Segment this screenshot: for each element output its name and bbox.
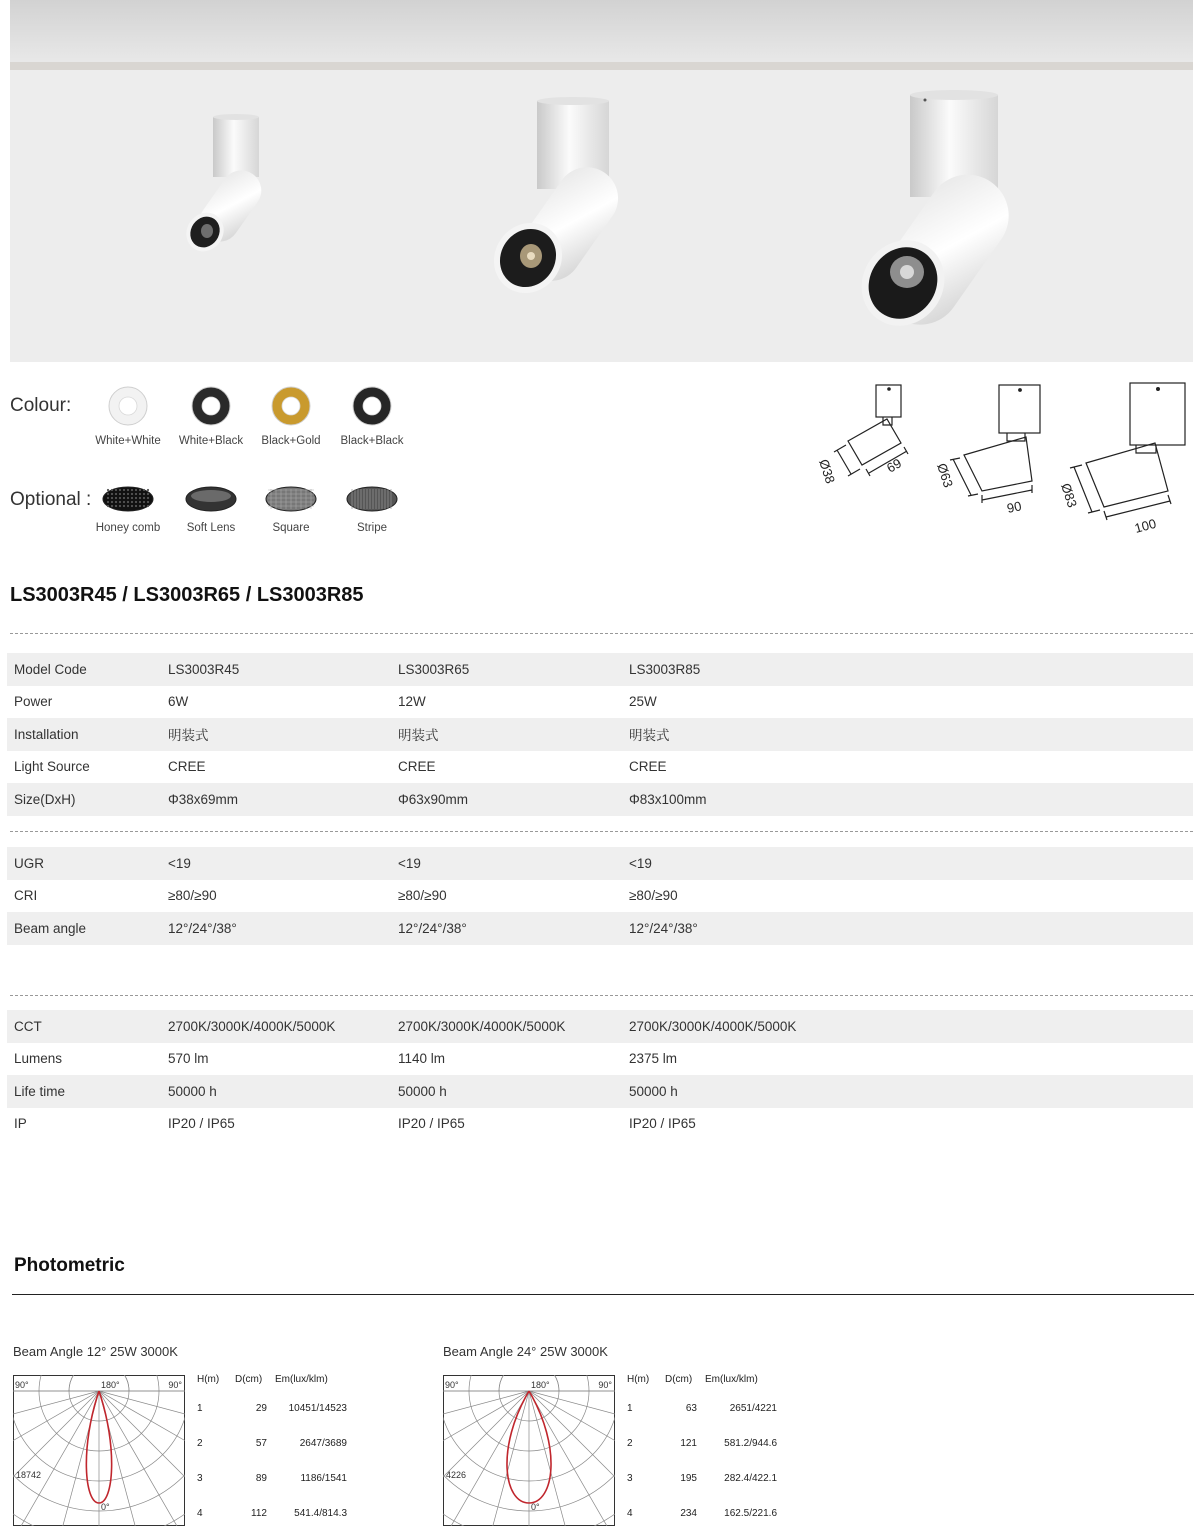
dimension-drawing-medium	[950, 385, 1040, 503]
spec-value: 12W	[398, 694, 426, 710]
spec-value: <19	[168, 855, 191, 871]
spec-label: CRI	[14, 888, 38, 904]
spec-row	[7, 1043, 1193, 1076]
divider	[10, 831, 1193, 832]
spec-value: 570 lm	[168, 1051, 209, 1067]
polar-label-peak: 18742	[16, 1470, 42, 1480]
spec-row	[7, 718, 1193, 751]
illuminance-cell: 162.5/221.6	[724, 1508, 777, 1519]
spec-row	[7, 912, 1193, 945]
spec-row	[7, 751, 1193, 784]
spec-value: IP20 / IP65	[629, 1116, 696, 1132]
spec-label: Size(DxH)	[14, 791, 76, 807]
spec-value: <19	[629, 855, 652, 871]
spotlight-medium	[480, 97, 630, 306]
photometric-block-12deg	[13, 1344, 347, 1519]
spotlight-large	[845, 90, 1025, 342]
colour-option-name: White+Black	[178, 435, 244, 447]
colour-option[interactable]	[166, 385, 256, 447]
spec-value: 6W	[168, 694, 189, 710]
optional-accessory-name: Honey comb	[95, 522, 161, 534]
spec-row	[7, 880, 1193, 913]
polar-label-left_deg: 90°	[15, 1380, 29, 1390]
illuminance-cell: 195	[680, 1473, 697, 1484]
spec-row	[7, 1075, 1193, 1108]
colour-label: Colour:	[10, 395, 72, 416]
illuminance-cell: 3	[627, 1473, 633, 1484]
polar-label-right_deg: 90°	[168, 1380, 182, 1390]
illuminance-header: Em(lux/klm)	[705, 1374, 758, 1385]
illuminance-cell: 29	[255, 1403, 267, 1414]
spec-value: Φ63x90mm	[398, 791, 469, 807]
spotlight-small	[179, 114, 269, 259]
accessory-honey-icon	[100, 484, 156, 514]
spec-value: 2700K/3000K/4000K/5000K	[629, 1018, 797, 1034]
illuminance-cell: 2647/3689	[299, 1438, 347, 1449]
spec-label: Power	[14, 694, 53, 710]
spec-value: LS3003R65	[398, 661, 470, 677]
spec-label: Light Source	[14, 759, 90, 775]
illuminance-cell: 10451/14523	[288, 1403, 347, 1414]
spec-value: 25W	[629, 694, 657, 710]
optional-accessory[interactable]	[83, 484, 173, 534]
illuminance-cell: 89	[255, 1473, 267, 1484]
accessory-square-icon	[263, 484, 319, 514]
spec-value: 50000 h	[398, 1083, 447, 1099]
spec-value: 2700K/3000K/4000K/5000K	[398, 1018, 566, 1034]
illuminance-header: D(cm)	[235, 1374, 263, 1385]
spec-table-optical	[7, 847, 1193, 945]
spec-value: 50000 h	[168, 1083, 217, 1099]
dim-small-diameter: Ø38	[816, 457, 839, 486]
polar-label-right_deg: 90°	[598, 1380, 612, 1390]
colour-option-name: White+White	[95, 435, 161, 447]
spec-value: ≥80/≥90	[629, 888, 678, 904]
colour-disc-icon	[270, 385, 312, 427]
illuminance-header: H(m)	[197, 1374, 220, 1385]
illuminance-cell: 63	[685, 1403, 697, 1414]
photometric-title: Photometric	[14, 1255, 125, 1276]
illuminance-cell: 57	[255, 1438, 267, 1449]
optional-accessory[interactable]	[246, 484, 336, 534]
spec-row	[7, 783, 1193, 816]
illuminance-cell: 1	[627, 1403, 633, 1414]
colour-disc-icon	[190, 385, 232, 427]
illuminance-cell: 4	[627, 1508, 633, 1519]
dimension-drawing-large	[1070, 383, 1185, 520]
spotlight-illustrations	[10, 0, 1193, 362]
spec-label: Life time	[14, 1083, 66, 1099]
polar-label-bottom_deg: 0°	[101, 1502, 110, 1512]
illuminance-cell: 2	[197, 1438, 203, 1449]
spec-label: Model Code	[14, 661, 87, 677]
illuminance-cell: 282.4/422.1	[724, 1473, 777, 1484]
spec-value: 明装式	[398, 728, 439, 744]
dim-large-diameter: Ø83	[1058, 481, 1081, 510]
dim-small-length: 69	[884, 455, 905, 476]
colour-option[interactable]	[246, 385, 336, 447]
spec-label: Lumens	[14, 1051, 63, 1067]
illuminance-header: D(cm)	[665, 1374, 693, 1385]
illuminance-cell: 3	[197, 1473, 203, 1484]
spec-value: 明装式	[168, 728, 209, 744]
spec-value: ≥80/≥90	[168, 888, 217, 904]
spec-value: ≥80/≥90	[398, 888, 447, 904]
spec-value: 2375 lm	[629, 1051, 678, 1067]
accessory-soft-icon	[183, 484, 239, 514]
illuminance-cell: 234	[680, 1508, 697, 1519]
optional-accessory-name: Stripe	[356, 522, 388, 534]
spec-value: 明装式	[629, 728, 670, 744]
spec-value: 50000 h	[629, 1083, 678, 1099]
spec-value: 12°/24°/38°	[168, 920, 237, 936]
photometric-caption: Beam Angle 24° 25W 3000K	[443, 1344, 608, 1359]
colour-disc-icon	[107, 385, 149, 427]
photometric-caption: Beam Angle 12° 25W 3000K	[13, 1344, 178, 1359]
spec-table-general	[7, 653, 1193, 816]
spec-table-performance	[7, 1010, 1193, 1140]
illuminance-cell: 112	[251, 1508, 267, 1519]
illuminance-cell: 541.4/814.3	[294, 1508, 347, 1519]
spec-value: Φ83x100mm	[629, 791, 707, 807]
spec-label: IP	[14, 1116, 27, 1132]
polar-label-bottom_deg: 0°	[531, 1502, 540, 1512]
spec-value: LS3003R85	[629, 661, 701, 677]
illuminance-cell: 4	[197, 1508, 203, 1519]
divider	[10, 995, 1193, 996]
optional-accessory[interactable]	[166, 484, 256, 534]
spec-value: Φ38x69mm	[168, 791, 239, 807]
colour-option[interactable]	[83, 385, 173, 447]
spec-value: IP20 / IP65	[398, 1116, 465, 1132]
spec-value: LS3003R45	[168, 661, 240, 677]
colour-option-name: Black+Black	[340, 435, 404, 447]
divider	[10, 633, 1193, 634]
dim-large-length: 100	[1132, 515, 1158, 536]
polar-label-left_deg: 90°	[445, 1380, 459, 1390]
spec-value: CREE	[168, 759, 206, 775]
dim-medium-diameter: Ø63	[934, 461, 957, 490]
series-title: LS3003R45 / LS3003R65 / LS3003R85	[10, 584, 364, 606]
spec-row	[7, 1108, 1193, 1141]
colour-option-name: Black+Gold	[261, 435, 321, 447]
illuminance-header: Em(lux/klm)	[275, 1374, 328, 1385]
photometric-rule	[12, 1294, 1194, 1295]
dim-medium-length: 90	[1005, 498, 1023, 516]
photometric-block-24deg	[443, 1344, 777, 1519]
optional-accessory-name: Soft Lens	[186, 522, 236, 534]
illuminance-cell: 2651/4221	[729, 1403, 777, 1414]
spec-row	[7, 686, 1193, 719]
optional-accessory-name: Square	[272, 522, 310, 534]
optional-label: Optional :	[10, 489, 92, 510]
spec-value: 2700K/3000K/4000K/5000K	[168, 1018, 336, 1034]
polar-diagram	[13, 1375, 185, 1526]
illuminance-cell: 581.2/944.6	[724, 1438, 777, 1449]
illuminance-cell: 2	[627, 1438, 633, 1449]
spec-value: CREE	[629, 759, 667, 775]
spec-value: 1140 lm	[398, 1051, 446, 1067]
spec-value: <19	[398, 855, 421, 871]
illuminance-cell: 1	[197, 1403, 203, 1414]
spec-value: IP20 / IP65	[168, 1116, 235, 1132]
spec-row	[7, 847, 1193, 880]
colour-option[interactable]	[327, 385, 417, 447]
spec-label: Installation	[14, 726, 79, 742]
polar-label-peak: 4226	[446, 1470, 467, 1480]
optional-accessory[interactable]	[327, 484, 417, 534]
product-hero-image	[10, 0, 1193, 362]
accessory-stripe-icon	[344, 484, 400, 514]
illuminance-cell: 1186/1541	[300, 1473, 347, 1484]
spec-label: Beam angle	[14, 920, 87, 936]
spec-row	[7, 653, 1193, 686]
illuminance-header: H(m)	[627, 1374, 650, 1385]
spec-label: CCT	[14, 1018, 42, 1034]
polar-diagram	[443, 1375, 615, 1526]
polar-label-top_deg: 180°	[101, 1380, 120, 1390]
polar-label-top_deg: 180°	[531, 1380, 550, 1390]
spec-value: 12°/24°/38°	[398, 920, 467, 936]
spec-label: UGR	[14, 855, 44, 871]
dimension-drawings	[800, 375, 1190, 540]
spec-value: CREE	[398, 759, 436, 775]
colour-disc-icon	[351, 385, 393, 427]
illuminance-cell: 121	[680, 1438, 697, 1449]
spec-value: 12°/24°/38°	[629, 920, 698, 936]
spec-row	[7, 1010, 1193, 1043]
